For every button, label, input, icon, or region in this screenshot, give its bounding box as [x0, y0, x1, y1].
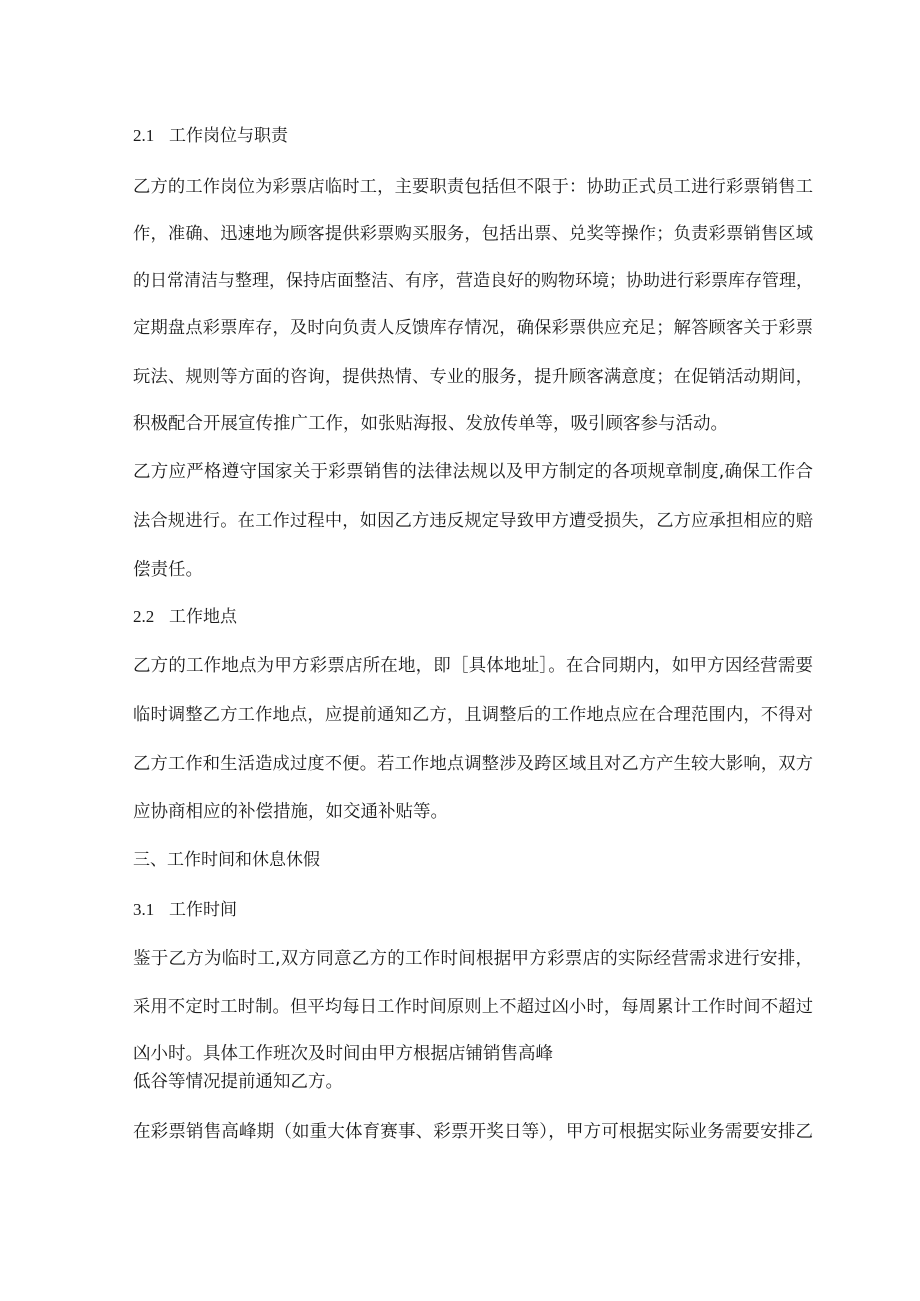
section-title: 工作岗位与职责	[169, 126, 288, 146]
section-number: 2.2	[133, 607, 155, 626]
paragraph-line: 法合规进行。在工作过程中，如因乙方违反规定导致甲方遭受损失，乙方应承担相应的赔	[133, 511, 813, 531]
paragraph-line: 的日常清洁与整理，保持店面整洁、有序，营造良好的购物环境；协助进行彩票库存管理，	[133, 271, 813, 291]
paragraph-line: 鉴于乙方为临时工,双方同意乙方的工作时间根据甲方彩票店的实际经营需求进行安排，	[133, 949, 813, 969]
paragraph-line: 临时调整乙方工作地点，应提前通知乙方，且调整后的工作地点应在合理范围内，不得对	[133, 705, 813, 725]
paragraph-line: 偿责任。	[133, 560, 203, 580]
section-heading-2-1	[133, 124, 288, 148]
section-title: 工作时间	[169, 900, 237, 920]
section-heading-2-2	[133, 605, 237, 629]
paragraph-line: 在彩票销售高峰期（如重大体育赛事、彩票开奖日等），甲方可根据实际业务需要安排乙	[133, 1122, 813, 1142]
paragraph-line: 乙方应严格遵守国家关于彩票销售的法律法规以及甲方制定的各项规章制度,确保工作合	[133, 462, 813, 482]
paragraph-line: 应协商相应的补偿措施，如交通补贴等。	[133, 802, 448, 822]
paragraph-line: 作，准确、迅速地为顾客提供彩票购买服务，包括出票、兑奖等操作；负责彩票销售区域	[133, 224, 813, 244]
section-number: 2.1	[133, 126, 155, 145]
section-heading-3-1	[133, 898, 237, 922]
paragraph-line: 乙方工作和生活造成过度不便。若工作地点调整涉及跨区域且对乙方产生较大影响，双方	[133, 754, 813, 774]
chapter-title: 三、工作时间和休息休假	[133, 850, 320, 870]
paragraph-line: 凶小时。具体工作班次及时间由甲方根据店铺销售高峰	[133, 1044, 553, 1064]
paragraph-line: 低谷等情况提前通知乙方。	[133, 1072, 343, 1092]
section-title: 工作地点	[169, 607, 237, 627]
chapter-heading-3	[133, 848, 320, 872]
paragraph-line: 乙方的工作岗位为彩票店临时工，主要职责包括但不限于：协助正式员工进行彩票销售工	[133, 177, 813, 197]
section-number: 3.1	[133, 900, 155, 919]
paragraph-line: 定期盘点彩票库存，及时向负责人反馈库存情况，确保彩票供应充足；解答顾客关于彩票	[133, 318, 813, 338]
paragraph-line: 乙方的工作地点为甲方彩票店所在地，即［具体地址］。在合同期内，如甲方因经营需要	[133, 656, 813, 676]
paragraph-line: 采用不定时工时制。但平均每日工作时间原则上不超过凶小时，每周累计工作时间不超过	[133, 997, 813, 1017]
paragraph-line: 玩法、规则等方面的咨询，提供热情、专业的服务，提升顾客满意度；在促销活动期间，	[133, 367, 813, 387]
paragraph-line: 积极配合开展宣传推广工作，如张贴海报、发放传单等，吸引顾客参与活动。	[133, 414, 728, 434]
